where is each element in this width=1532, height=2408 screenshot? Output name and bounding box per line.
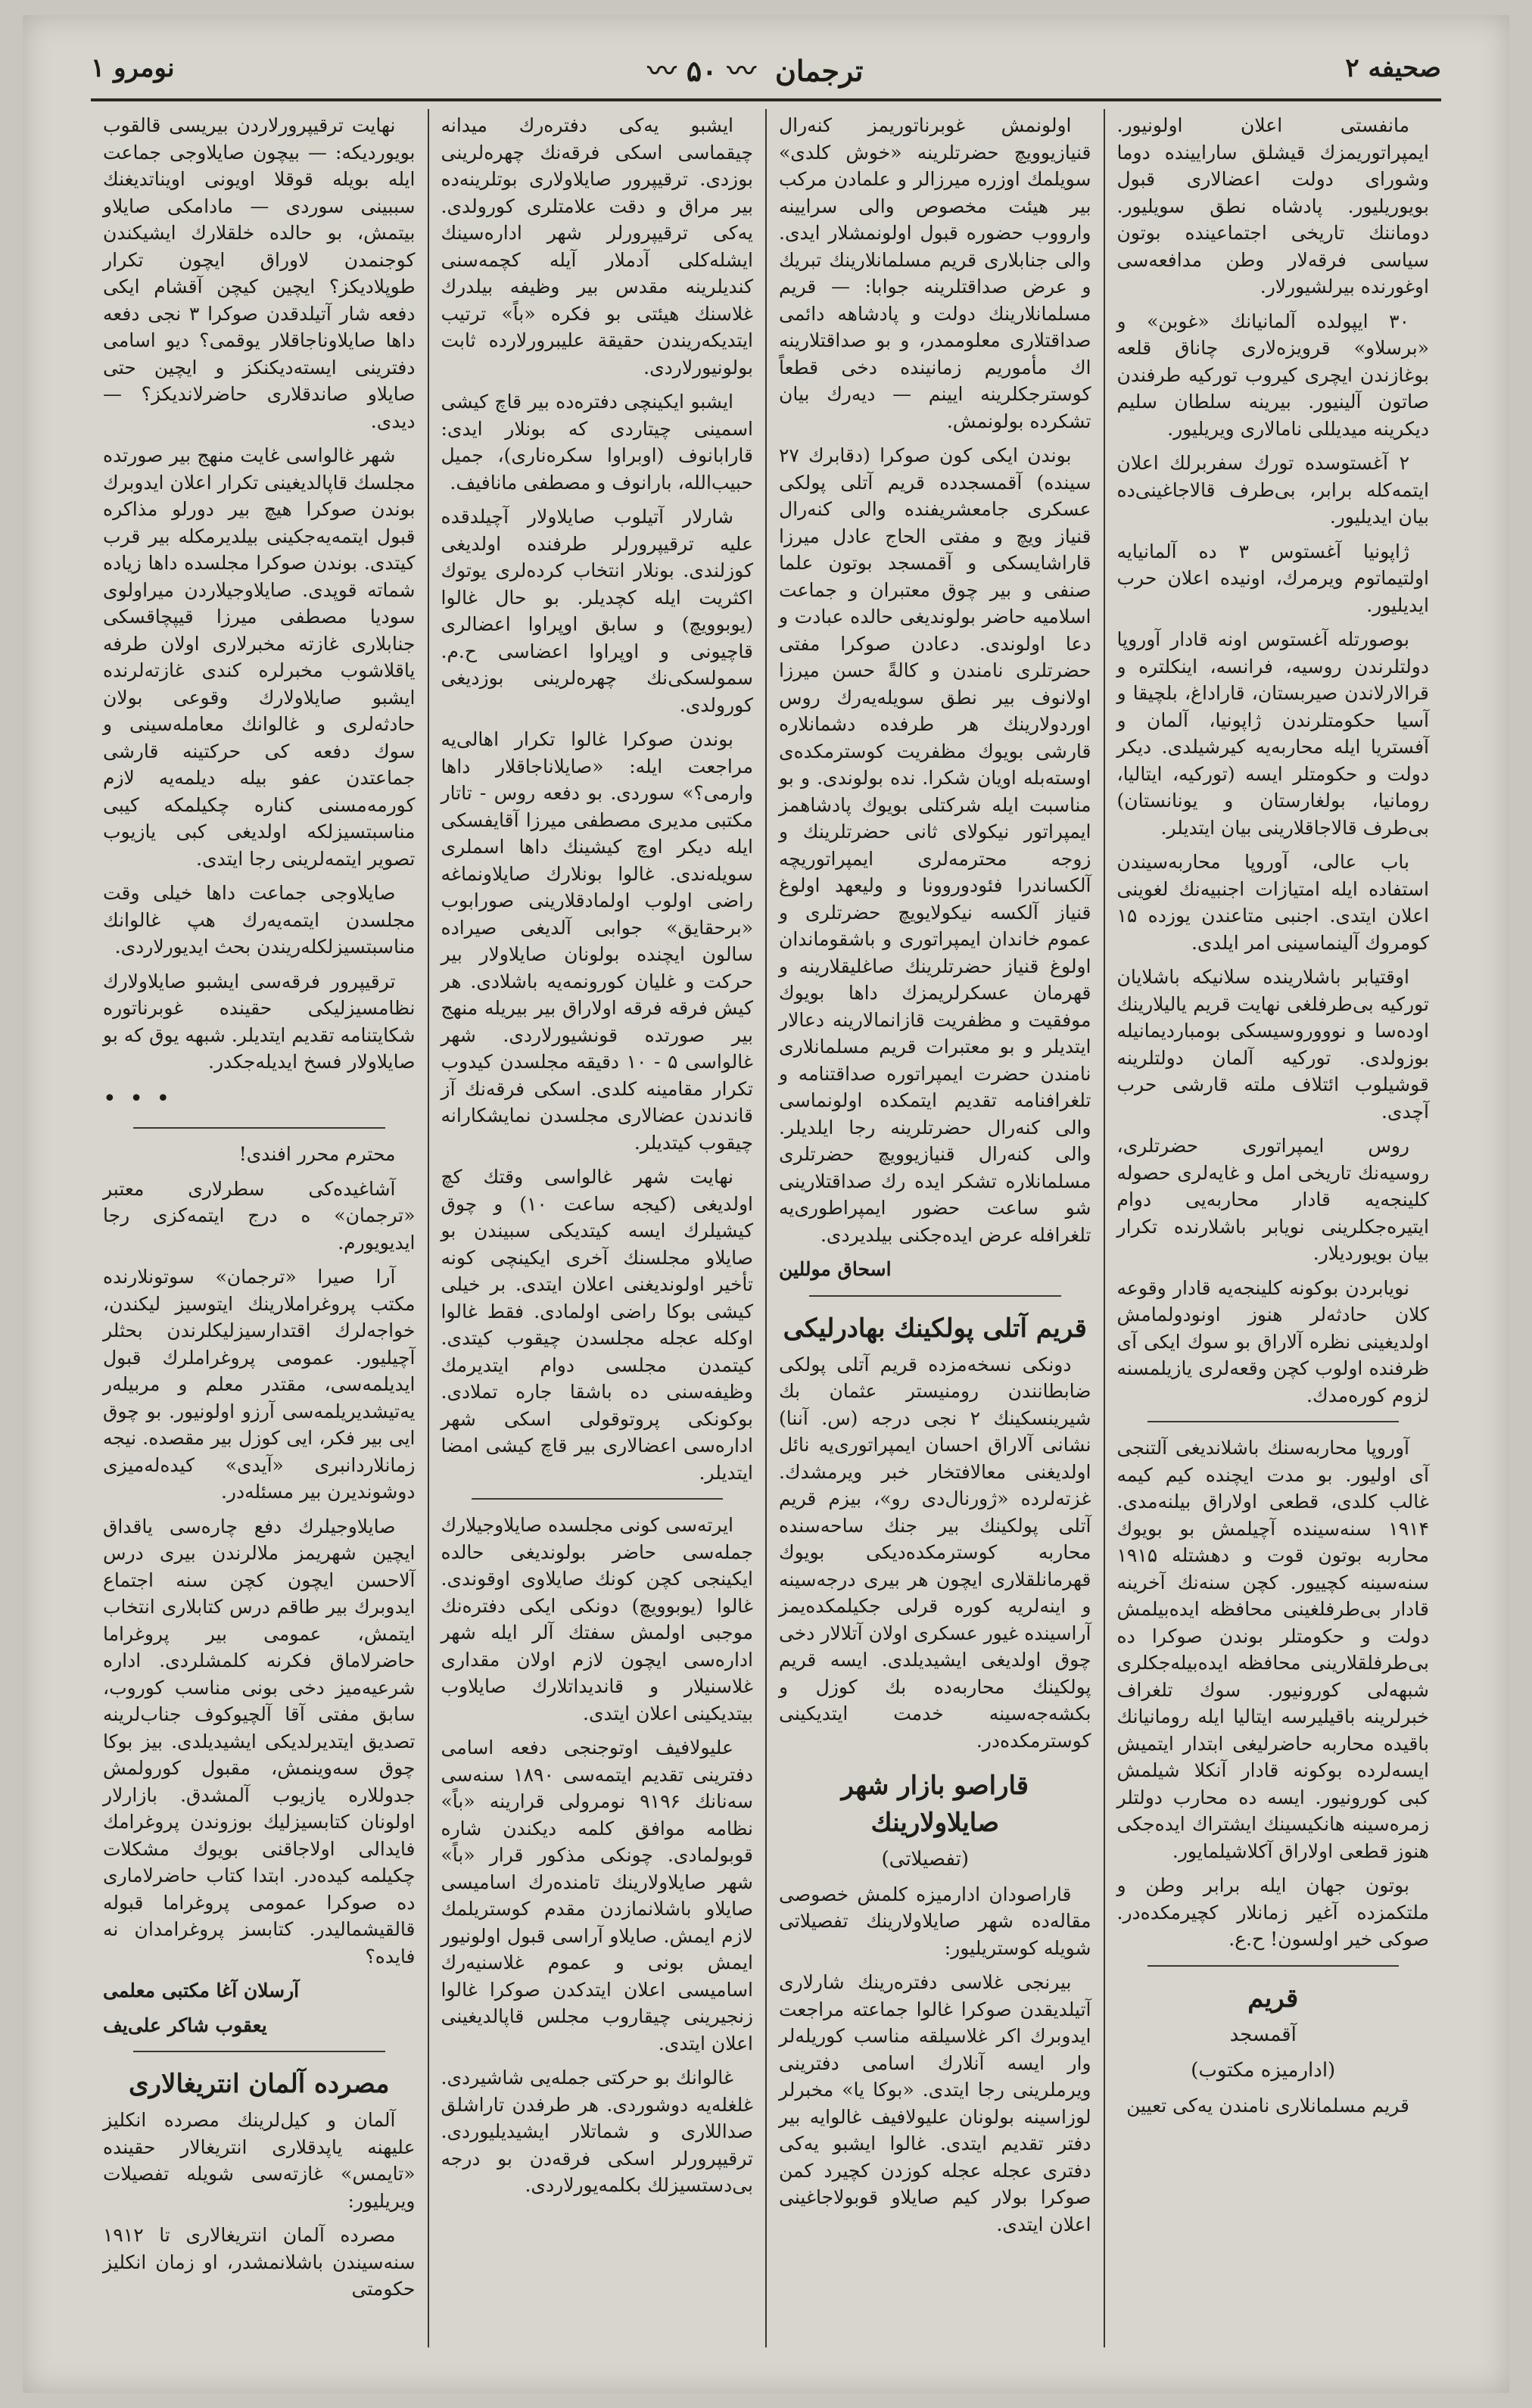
article-paragraph: بوصورتله آغستوس اونه قادار آوروپا دولتلرندن روسیه، فرانسه، اینکلتره و قرالارلاندن صیربستان، قاراداغ، بلچیقا و آسیا حکومتلرندن ژاپونیا، آلمان و آفستریا ایله محاربه‌یه کیرشیلدی. دیکر دولت و حکومتلر ایسه (تورکیه، ایتالیا، رومانیا، بولغارستان و یونانستان) بی‌طرف قالاجاقلارینی بیان ایتدیلر. — [1116, 628, 1429, 839]
article-heading: قریم — [1247, 1983, 1299, 2014]
masthead-rule — [91, 98, 1441, 101]
masthead — [91, 42, 1441, 95]
newspaper-page — [23, 15, 1509, 2393]
article-heading: قاراصو بازار شهر صایلاولارینك — [841, 1771, 1029, 1838]
article-heading: قریم آتلی پولکینك بهادرلیکی — [783, 1313, 1087, 1344]
article-paragraph: بوندن صوکرا غالوا تکرار اهالی‌یه مراجعت ایله: «صایلاناجاقلار داها وارمی؟» سوردی. بو دفعه روس - تاتار مکتبی مدیری مصطفی میرزا آقایفسکی ایله دیکر اوچ کیشینك داها اسملری سویله‌ندی. غالوا بونلارك صایلاونماغه راضی اولوب اولمادقلارینی صورابوب «برحقایق» جوابی آلدیغی صیراده سالون ایچنده بولونان صایلاولار بیر حرکت و غلیان کورونمه‌یه باشلادی. هر کیش فرقه فرقه اولاراق بیر بیریله منهج بیر صورتده قونشیورلاردی. شهر غالواسی ۵ - ۱۰ دقیقه مجلسدن کیدوب تکرار مقامینه کلدی. اسکی فرقه‌نك آز قاندندن عضالاری مجلسدن نمایشکارانه چیقوب کیتدیلر. — [441, 728, 753, 1154]
article-paragraph: آرا صیرا «ترجمان» سوتونلارنده مکتب پروغراملارینك ایتوسیز لیکندن، خواجه‌لرك اقتدارسیزلیکلرندن بحثلر آچیلیور. عمومی پروغراملرك قبول ایدیلمه‌سی، مقتدر معلم و مربیله‌ر یه‌تیشدیریلمه‌سی آرزو اولونیور. بو چوق ایی بیر فکر، ایی کوزل بیر مقصده. نیجه زمانلاردانبری «آیدی» کیده‌له‌میزی دوشوندیرن بیر مسئله‌در. — [103, 1266, 416, 1503]
article-paragraph: ایشبو ایکینچی دفتره‌ده بیر قاچ کیشی اسمینی چیتاردی که بونلار ایدی: قارابانوف (اوبراوا سکره‌ناری)، جمیل حبیب‌الله، بارانوف و مصطفی مانافیف. — [441, 391, 753, 494]
section-divider — [1147, 1965, 1400, 1967]
newspaper-title: ترجمان — [774, 53, 864, 88]
article-paragraph: روس ایمپراتوری حضرتلری، روسیه‌نك تاریخی امل و غایه‌لری حصوله کلینجه‌یه قادار محاربه‌یی دوام ایتیره‌جکلرینی نویابر باشلارنده تکرار بیان بویوردیلار. — [1116, 1135, 1429, 1264]
article-paragraph: ۲ آغستوسده تورك سفربرلك اعلان ایتمه‌کله برابر، بی‌طرف قالاجاغینی‌ده بیان ایدیلیور. — [1116, 452, 1429, 528]
article-paragraph: ایرته‌سی کونی مجلسده صایلاوجیلارك جمله‌سی حاضر بولوندیغی حالده ایکینجی کچن کونك صایلاوی اوقوندی. غالوا (یوبوویچ) دونکی ایکی دفتره‌نك موجبی اولمش سفتك آلر ایله شهر اداره‌سی ایچون لازم اولان مقداری غلاسنیلار و قاندیداتلارك صایلاوب بیتدیکینی اعلان ایتدی. — [441, 1514, 753, 1724]
article-paragraph: بوتون جهان ایله برابر وطن و ملتکمزده آغیر زمانلار کچیرمکده‌در. صوکی خیر اولسون! ح.ع. — [1116, 1874, 1429, 1950]
article-paragraph: صایلاوجی جماعت داها خیلی وقت مجلسدن ایتمه‌یه‌رك هپ غالوانك مناسبتسیزلکله‌ریندن بحث ایدیورلاردی. — [103, 882, 416, 958]
article-signature: یعقوب شاکر علی‌یف — [103, 2014, 267, 2036]
columns — [91, 109, 1441, 2347]
article-paragraph: غالوانك بو حرکتی جمله‌یی شاشیردی. غلغله‌یه دوشوردی. هر طرفدن تاراشلق صداللاری و شماتلار ایشیدیلیوردی. ترقیپرورلر اسکی فرقه‌دن بو درجه بی‌دستسیزلك بکلمه‌یورلاردی. — [441, 2067, 753, 2196]
column-2 — [765, 109, 1104, 2347]
section-divider — [1147, 1421, 1400, 1422]
article-subheading: (ادارمیزه مکتوب) — [1191, 2058, 1336, 2082]
column-1 — [1104, 109, 1442, 2347]
section-divider — [133, 2051, 385, 2052]
article-paragraph: آلمان و کیل‌لرینك مصرده انکلیز علیهنه یاپدقلاری انتریغالار حقینده «تایمس» غازته‌سی شویله تفصیلات ویریلیور: — [103, 2109, 416, 2212]
article-paragraph: دونکی نسخه‌مزده قریم آتلی پولکی ضابطانندن رومنیستر عثمان بك شیرینسکینك ۲ نجی درجه (س. آننا) نشانی آلاراق احسان ایمپراتوری‌یه نائل اولدیغنی معالافتخار خبر ویرمشدك. غزته‌لرده «ژورنال‌دی رو»، بیزم قریم آتلی پولکینك بیر جنك ساحه‌سنده محاربه کوسترمکده‌دیکی بویوك قهرمانلقلاری ایچون هر بیری درجه‌سینه و اینه‌لریه کوره قرلی جکیلمکده‌یمز آراسینده غیور عسکری اولان آتلالار دخی چوق اولدیغی ایشیدیلدی. ایسه قریم پولکینك محاربه‌ده بك کوزل و بکشه‌جه‌سینه خدمت ایتدیکینی کوسترمکده‌در. — [779, 1353, 1091, 1752]
article-paragraph: محترم محرر افندی! — [238, 1143, 396, 1166]
section-divider — [133, 1127, 385, 1129]
article-paragraph: مانفستی اعلان اولونیور. ایمپراتوریمزك قیشلق سارایینده دوما وشورای دولت اعضالاری قبول بویوریلیور. پادشاه نطق سویلیور. دوماننك تاریخی اجتماعینده بوتون سیاسی فرقه‌لار وطن مدافعه‌سی اوغورنده بیرلشیورلار. — [1116, 114, 1429, 297]
masthead-title-block — [647, 48, 872, 89]
article-paragraph: صایلاوجیلرك دفع چاره‌سی یاقداق ایچین شهریمز ملالرندن بیری درس آلاحسن ایچون کچن سنه اجتماع ایدوبرك بیر طاقم درس کتابلاری انتخاب ایتمش، عمومی بیر پروغراما حاضرلاماق فکرنه کلمشلردی. اداره شرعیه‌میز دخی بونی مناسب کوروب، سابق مفتی آقا آلچیوکوف جناب‌لرینه تصدیق ایتدیرلدیکی ایشیدیلدی. بیز بوکا چوق سه‌وینمش، مقبول کورولمش جدوللاره یازیوب آلمشدق. بازارلار اولونان کتابسیزلیك بوزوندن ‌پروغرامك فایدالی اولاجاقنی بویوك مشکلات چکیلمه کیده‌در. ابتدا کتاب حاضرلاماری ده صوکرا عمومی پروغراما قبوله قالقیشمالیدر. کتابسز پروغرامدان نه فایده؟ — [103, 1515, 416, 1967]
article-paragraph: ژاپونیا آغستوس ۳ ده آلمانیایه اولتیماتوم ویرمرك، اونیده اعلان حرب ایدیلیور. — [1116, 540, 1429, 616]
article-paragraph: قریم مسلمانلاری نامندن یه‌کی تعیین — [1126, 2094, 1409, 2117]
ornament-dots: • • • — [103, 1085, 173, 1112]
article-paragraph: بوندن ایکی کون صوکرا (دقابرك ۲۷ سینده) آقمسجدده قریم آتلی پولکی عسکری جامعشریفنده والی کنه‌رال قنیاز ویچ و مفتی الحاج عادل میرزا قاراشایسکی و آقمسجد بوتون علما صنفی و بیر چوق معتبران و جماعت اسلامیه حاضر بولوندیغی حالده عبادت و دعا اولوندی. دعادن صوکرا مفتی حضرتلری نامندن و کالةً حسن میرزا اولانوف بیر نطق سویله‌یه‌رك روس اوردولارینك هر طرفده دشمانلاره قارشی بویوك مظفریت کوسترمکده‌ی اوسته‌بله اویان شکرا. نده بولوندی. و بو مناسبت ایله شرکتلی بویوك پادشاهمز ایمپراتور نیکولای ثانی حضرتلرینك و زوجه محترمه‌لری ایمپراتوریچه آلکساندرا فئودوروونا و ولیعهد اولوغ قنیاز آلکسه نیکولایویچ حضرتلری و عموم خاندان ایمپراتوری و باشقوماندان اولوغ قنیاز حضرتلرینك صاغلیقلارینه و قهرمان عسکرلریمزك داها بویوك موفقیت و مظفریت قازانمالارینه دعالار ایتدیلر و بو معتبرات قریم مسلمانلاری نامندن حضرت ایمپراتوره صداقتنامه و تلغرافنامه تقدیم ایتمکده اولونماسی والی کنه‌رال حضرتلرینه رجا ایلدیلر. والی کنه‌رال قنیازیوویچ حضرتلری مسلمانلاره تشکر ایده رك صداقتلارینی شو ساعت حضور ایمپراطوری‌یه تلغرافله عرض ایده‌جکنی بیلدیردی. — [779, 444, 1091, 1246]
article-paragraph: نویابردن بوکونه کلینجه‌یه قادار وقوعه کلان حادثه‌لر هنوز اونودولمامش اولدیغینی نظره آلاراق بو سوك ایکی آی ظرفنده اولوب کچن وقعه‌لری یازیلمسنه لزوم کوره‌مدك. — [1116, 1276, 1429, 1406]
article-paragraph: آوروپا محاربه‌سنك باشلاندیغی آلتنجی آی اولیور. بو مدت ایچنده کیم کیمه غالب کلدی، قطعی اولاراق بیلنه‌مدی. ۱۹۱۴ سنه‌سینده آچیلمش بو بویوك محاربه بوتون قوت و دهشتله ۱۹۱۵ سنه‌سینه کچییور. کچن سنه‌نك آخرینه قادار بی‌طرفلغینی محافظه ایده‌بیلمش دولت و حکومتلر بوندن صوکرا ده بی‌طرفلقلارینی محافظه ایده‌بیله‌جکلری شبهه‌لی کورونیور. سوك تلغراف خبرلرینه باقیلیرسه ایتالیا ایله رومانیانك باقیده محاربه حاضرلیغی ابتدار ایتمیش ایسه‌لرده بوکونه قادار آنکلا شیلمش کبی کورونیور. ایسه ده محارب دولتلر زمره‌سینه هانکیسینك ایشتراك ایده‌جکی هنوز قطعی اولاراق آکلاشیلمایور. — [1116, 1437, 1429, 1862]
section-divider — [809, 1295, 1061, 1297]
article-paragraph: ترقیپرور فرقه‌سی ایشبو صایلاولارك نظامسیزلیکی حقینده غوبرناتوره شکایتنامه تقدیم ایتدیلر. شبهه یوق که بو صایلاولار فسخ ایدیله‌جکدر. — [103, 970, 416, 1073]
article-paragraph: مصرده آلمان انتریغالاری تا ۱۹۱۲ سنه‌سیندن باشلانمشدر، او زمان انکلیز حکومتی — [103, 2224, 416, 2301]
article-subheading: آقمسجد — [1229, 2023, 1297, 2046]
article-paragraph: قاراصودان ادارمیزه کلمش خصوصی مقاله‌ده شهر صایلاولارینك تفصیلاتی شویله کوستریلیور: — [779, 1883, 1091, 1959]
page-number: صحيفه ۲ — [1345, 53, 1441, 83]
article-paragraph: ۳۰ ایپولده آلمانیانك «غوبن» و «برسلاو» قرویزه‌لاری چاناق قلعه بوغازندن ایچری کیروب تورکیه طرفندن صاتون آلینیور. بیرینه سلطان سلیم دیکرینه میدیللی نامالاری ویریلیور. — [1116, 310, 1429, 440]
article-paragraph: ایشبو یه‌کی دفتره‌رك میدانه چیقماسی اسکی فرقه‌نك چهره‌لرینی بوزدی. ترقیپرور صایلاولاری بوتلرینه‌ده بیر مراق و دقت علامتلری کورولدی. یه‌کی ترقیپرورلر شهر اداره‌سینك ایشله‌کلی آدملار آیله کچمه‌سنی کندیلرینه مقدس بیر وظیفه بیلدرك غلاسنك هیئتی بو فکره «باً» ترتیب ایتدیکه‌ریندن حقیقة علیبرورلارده ثابت بولونیورلاردی. — [441, 114, 753, 378]
article-heading: مصرده آلمان انتریغالاری — [129, 2069, 390, 2100]
article-paragraph: بیرنجی غلاسی دفتره‌رینك شارلاری آتیلدیقدن صوکرا غالوا جماعته مراجعت ایدوبرك اکر غلاسیلقه مناسب کوریله‌لر وار ایسه آنلارك اسامی دفترینی ویرملرینی رجا ایتدی. «بوکا یا» مخبرلر لوزاسینه بولونان علیولافیف غالوایه بیر دفتر تقدیم ایتدی. غالوا ایشبو یه‌کی دفتری عجله عجله کوزدن کچیرد کمن صوکرا بولار کیم صایلاو قوبولاجاغینی اعلان ایتدی. — [779, 1971, 1091, 2235]
article-paragraph: شهر غالواسی غایت منهج بیر صورتده مجلسك قاپالدیغینی تکرار اعلان ایدوبرك بوندن صوکرا هیچ بیر دورلو مذاکره قبول ایتمه‌یه‌جکینی بیلدیرمکله ‌بیر قرب کیتدی. بوندن صوکرا مجلسده داها زیاده شماته قوپدی. صایلاوجیلاردن میراولوی سودیا مصطفی میرزا قیپچاقسکی جنابلاری غازته مخبرلاری اولان طرفه یاقلاشوب مخبرلره کندی غازته‌لرنده ایشبو صایلاولارك وقوعی بولان حادثه‌لری و غالوانك معامله‌سینی و سوك دفعه کی حرکتینه قارشی جماعتدن عفو بیله دیلمه‌یه لازم کورمه‌مسنی کناره چکیلمکه کیبی مناسبتسیزلکه اولدیغی کبی یازیوب تصویر ایتمه‌لرینی رجا ایتدی. — [103, 444, 416, 870]
article-signature: آرسلان آغا مکتبی معلمی — [103, 1980, 300, 2002]
column-3 — [428, 109, 766, 2347]
article-paragraph: نهایت شهر غالواسی وقتك کچ اولدیغی (کیجه ساعت ۱۰) و چوق کیشیلرك ایسه کیتدیکی سبیندن بو صایلاو مجلسنك آخری ایکینچی کونه تأخیر اولوندیغنی اعلان ایتدی. بر خیلی کیشی بوکا راضی اولمادی. فقط غالوا اوکله عجله مجلسدن چیقوب کیتدی. کیتمدن مجلسی دوام ایتدیرمك وظیفه‌سنی ده باشقا جاره تملادی. بوکونکی پروتوقولی اسکی شهر اداره‌سی اعضالاری بیر قاچ کیشی امضا ایتدیلر. — [441, 1166, 753, 1484]
article-signature: اسحاق موللین — [779, 1258, 892, 1280]
article-subheading: (تفصیلاتی) — [881, 1847, 969, 1871]
issue-number: نومرو ۱ — [91, 53, 175, 83]
article-paragraph: باب عالی، آوروپا محاربه‌سیندن استفاده ایله امتیازات اجنبیه‌نك لغوینی اعلان ایتدی. اجنبی متاعندن یوزده ۱۵ کومروك آلینماسینی امر ایلدی. — [1116, 851, 1429, 954]
article-paragraph: اوقتیابر باشلارینده سلانیکه باشلایان تورکیه بی‌طرفلغی نهایت قریم یالیلارینك اوده‌سا و نوووروسیسکی بومباردیمانیله بوزولدی. تورکیه آلمان دولتلرینه قوشیلوب ائتلاف ملته قارشی حرب آچدی. — [1116, 966, 1429, 1123]
article-paragraph: آشاغیده‌کی سطرلاری معتبر «ترجمان» ه درج ایتمه‌کزی رجا ایدیویورم. — [103, 1177, 416, 1254]
column-4 — [91, 109, 428, 2347]
section-divider — [472, 1498, 724, 1500]
article-paragraph: علیولافیف اوتوجنجی دفعه اسامی دفترینی تقدیم ایتمه‌سی ۱۸۹۰ سنه‌سی سه‌نانك ۹۱۹۶ نومرولی قرارینه «باً» نظامه موافق کلمه دیکندن شاره قوبولمادی. چونکی مذکور قرار «باً» شهر صایلاولارینك تامنده‌رك اسامیسی صایلاو باشلانمازدن مقدم کوستریلمك لازم ایمش. صایلاو آراسی قبول اولونیور ایمش بونی و عموم غلاسنیه‌رك اسامیسی اعلان ایتدکدن صوکرا غالوا زنجیرینی چیقاروب مجلس قاپالدیغینی اعلان ایتدی. — [441, 1737, 753, 2054]
article-paragraph: اولونمش غوبرناتوریمز کنه‌رال قنیازیوویچ حضرتلرینه «خوش کلدی» سویلمك اوزره میرزالر و علمادن مرکب بیر هیئت مخصوص والی سرایینه وارووب حضوره قبول اولونمشلار ایدی. والی جنابلاری قریم مسلمانلارینك تبریك و عرض صداقتلرینه جوابا: — قریم مسلمانلارینك دولت و پادشاهه دائمی صداقتلاری معلوممدر، و بو صداقتلارینه اك مأموریم زمانینده دخی قطعاً کوسترجکلرینه ایینم — دیه‌رك بیان تشکرده بولونمش. — [779, 114, 1091, 432]
masthead-ornament: 〰 ۵۰ 〰 — [647, 53, 756, 88]
article-paragraph: شارلار آتیلوب صایلاولار آچیلدقده علیه ترقیپرورلر طرفنده اولدیغی کوزلندی. بونلار انتخاب کرده‌لری یوتوك اکثریت ایله کچدیلر. بو حال غالوا (یوبوویچ) و سابق اوپراوا اعضالری قاچیونی و اوپراوا اعضاسی ح.م. سمولسکی‌نك چهره‌لرینی بوزدیغی کورولدی. — [441, 506, 753, 716]
article-paragraph: نهایت ترقیپرورلاردن بیریسی قالقوب بویوردیکه: — بیچون صایلاوجی جماعت ایله بویله قوقلا اویونی اویناتدیغنك سببینی سوردی — مادامکی صایلاو بیتمش، بو حالده خلقلارك ایشیکندن کوجنمدن لاوراق ایچون تکرار طوپلادیکز؟ ایچین کیچن آقشام ایکی دفعه شار آتیلدقدن صوکرا ۳ نجی دفعه داها صایلاوناجاقلار یوقمی؟ دیو اسامی دفترینی ایسته‌دیکنکز و ایچین حتی صایلاو صاندقلاری حاضرلاندیکز؟ — دیدی. — [103, 114, 416, 432]
